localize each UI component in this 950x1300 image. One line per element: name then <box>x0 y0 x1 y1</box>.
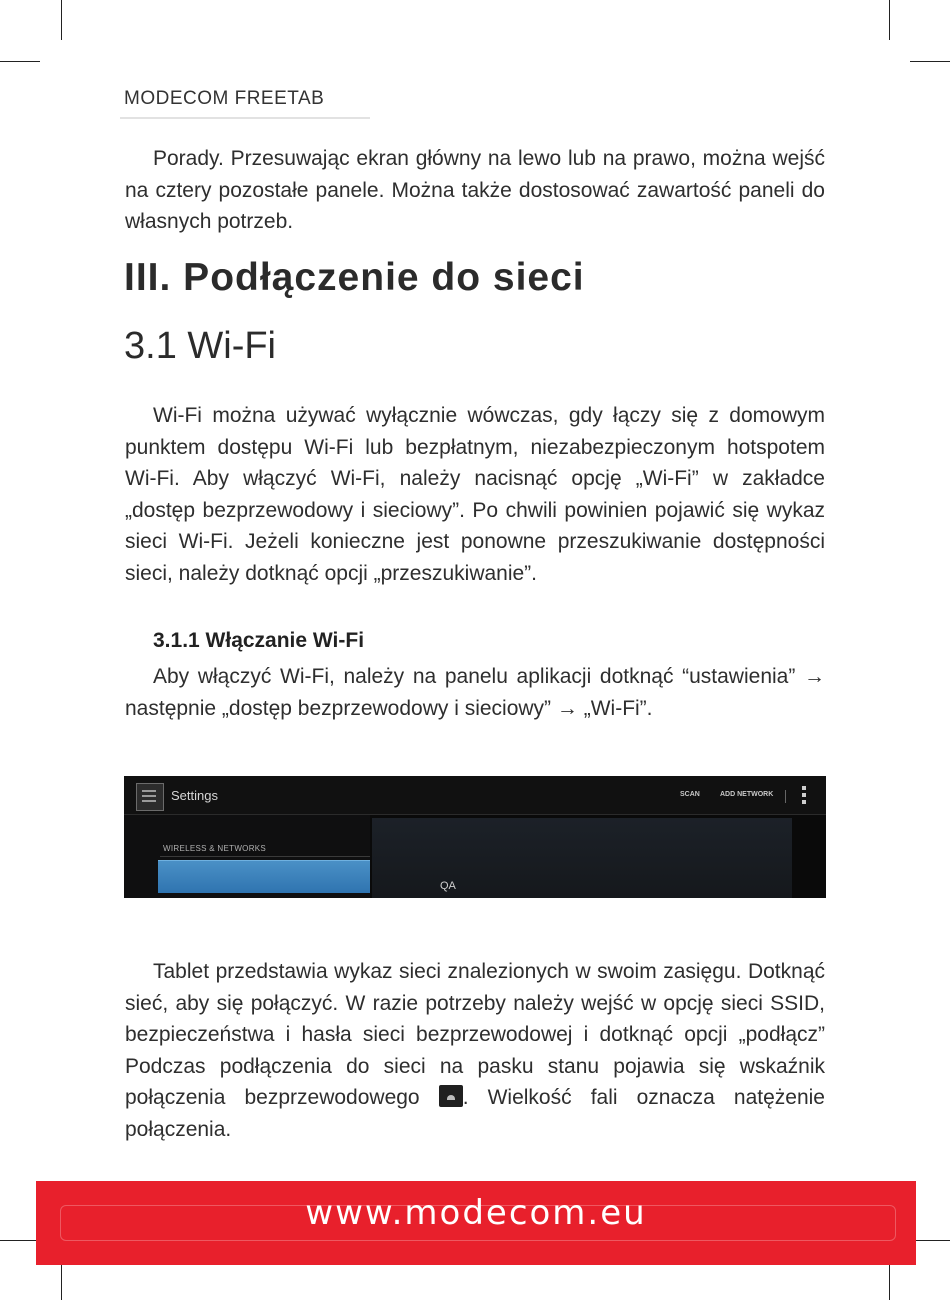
settings-screenshot <box>124 776 826 898</box>
enable-wifi-paragraph <box>125 661 825 724</box>
chapter-title: III. Podłączenie do sieci <box>124 256 585 299</box>
footer-band <box>36 1181 916 1265</box>
add-network-button: ADD NETWORK <box>720 791 774 798</box>
intro-paragraph <box>125 143 825 238</box>
settings-title: Settings <box>171 788 218 803</box>
crop-mark <box>0 1240 40 1241</box>
closing-text-end: . Wielkość fali oznacza natężenie połączenia. <box>125 1086 825 1141</box>
wifi-paragraph <box>125 400 825 589</box>
network-name: QA <box>440 880 456 892</box>
crop-mark <box>910 61 950 62</box>
crop-mark <box>889 1260 890 1300</box>
wifi-row-highlighted <box>158 860 370 893</box>
intro-text: Porady. Przesuwając ekran główny na lewo lub na prawo, można wejść na cztery pozostałe panele. Można także dostosować zawartość paneli do własnych potrzeb. <box>125 147 825 233</box>
subsection-title: 3.1.1 Włączanie Wi-Fi <box>153 629 365 652</box>
wifi-text: Wi-Fi można używać wyłącznie wówczas, gdy łączy się z domowym punktem dostępu Wi-Fi lub bezpłatnym, niezabezpieczonym hotspotem Wi-Fi. Aby włączyć Wi-Fi, należy nacisnąć opcję „Wi-Fi” w zakładce „dostęp bezprzewodowy i sieciowy”. Po chwili powinien pojawić się wykaz sieci Wi-Fi. Jeżeli konieczne jest ponowne przeszukiwanie dostępności sieci, należy dotknąć opcji „przeszukiwanie”. <box>125 404 825 585</box>
section-title: 3.1 Wi-Fi <box>124 325 276 367</box>
crop-mark <box>889 0 890 40</box>
header-rule <box>120 117 370 119</box>
crop-mark <box>61 1260 62 1300</box>
overflow-menu-icon <box>802 786 806 807</box>
category-divider <box>160 856 370 857</box>
footer-url: www.modecom.eu <box>305 1193 647 1233</box>
wifi-status-icon <box>439 1085 463 1107</box>
crop-mark <box>0 61 40 62</box>
closing-text: Tablet przedstawia wykaz sieci znalezionych w swoim zasięgu. Dotknąć sieć, aby się połączyć. W razie potrzeby należy wejść w opcję sieci SSID, bezpieczeństwa i hasła sieci bezprzewodowej i dotknąć opcji „podłącz” Podczas podłączenia do sieci na pasku stanu pojawia się wskaźnik połączenia bezprzewodowego <box>125 960 825 1109</box>
wireless-networks-heading: WIRELESS & NETWORKS <box>163 844 267 853</box>
scan-button: SCAN <box>680 791 700 798</box>
crop-mark <box>910 1240 950 1241</box>
crop-mark <box>61 0 62 40</box>
settings-app-icon <box>136 783 164 811</box>
action-separator <box>785 790 786 803</box>
enable-wifi-text: Aby włączyć Wi-Fi, należy na panelu aplikacji dotknąć “ustawienia” → następnie „dostęp bezprzewodowy i sieciowy” → „Wi-Fi”. <box>125 665 825 720</box>
settings-right-pane <box>372 818 792 898</box>
closing-paragraph <box>125 956 825 1145</box>
running-header: MODECOM FREETAB <box>124 88 325 109</box>
